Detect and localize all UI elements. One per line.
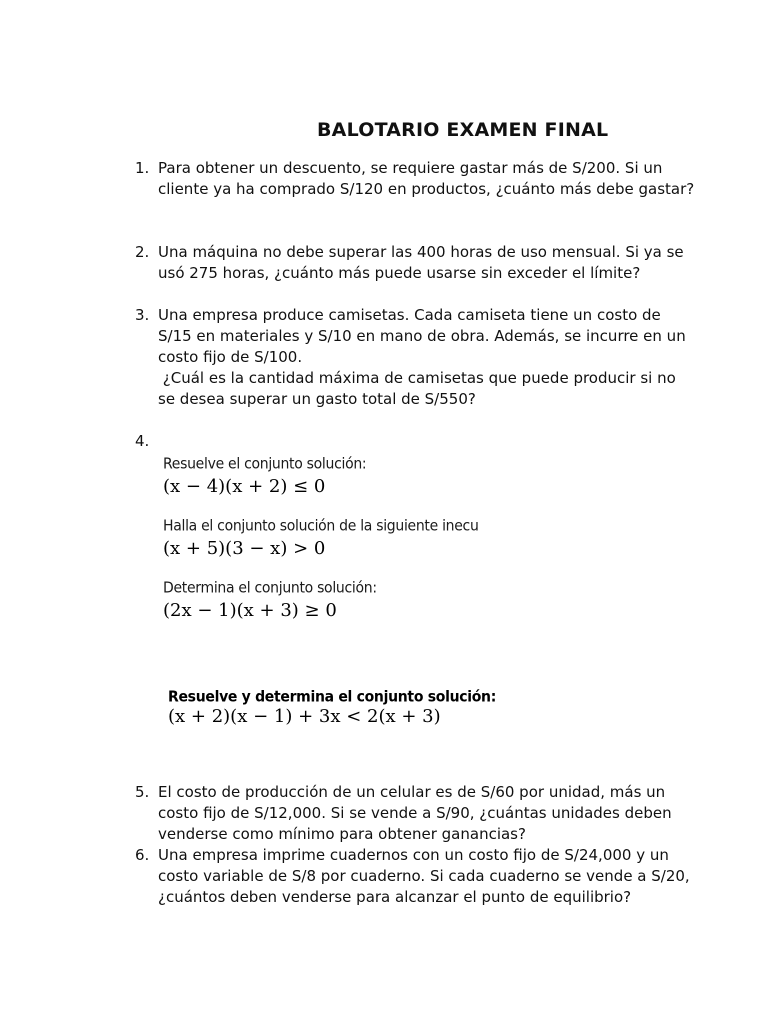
item-text: Una empresa imprime cuadernos con un costo fijo de S/24,000 y un costo variable de S/8 por cuaderno. Si cada cuaderno se vende a S/20, ¿cuántos deben venderse para alcanzar el punto de equilibrio? (158, 846, 690, 906)
math-expression: (2x − 1)(x + 3) ≥ 0 (163, 600, 337, 621)
list-item (135, 845, 700, 908)
math-exercise-label: Resuelve el conjunto solución: (163, 456, 367, 473)
math-exercise (168, 689, 496, 727)
list-item (135, 158, 695, 200)
math-exercise (163, 518, 479, 559)
list-item (135, 782, 695, 845)
math-exercise (163, 456, 366, 497)
math-exercise-label: Determina el conjunto solución: (163, 580, 377, 597)
item-number: 5. (135, 783, 150, 801)
item-number: 1. (135, 159, 150, 177)
item-number: 6. (135, 846, 150, 864)
math-expression: (x − 4)(x + 2) ≤ 0 (163, 476, 326, 497)
math-exercise (163, 580, 377, 621)
math-exercise-label: Resuelve y determina el conjunto solución: (168, 689, 497, 706)
item-text-paragraph: ¿Cuál es la cantidad máxima de camisetas que puede producir si no se desea superar un gasto total de S/550? (158, 369, 681, 408)
list-item (135, 242, 695, 284)
item-text: Para obtener un descuento, se requiere gastar más de S/200. Si un cliente ya ha comprado S/120 en productos, ¿cuánto más debe gastar? (158, 159, 695, 198)
math-expression: (x + 2)(x − 1) + 3x < 2(x + 3) (168, 706, 441, 727)
item-number: 3. (135, 306, 150, 324)
math-exercise-label: Halla el conjunto solución de la siguiente inecu (163, 518, 479, 535)
math-expression: (x + 5)(3 − x) > 0 (163, 538, 326, 559)
item-text-paragraph: Una empresa produce camisetas. Cada camiseta tiene un costo de S/15 en materiales y S/10 en mano de obra. Además, se incurre en un costo fijo de S/100. (158, 306, 686, 366)
document-title: BALOTARIO EXAMEN FINAL (317, 119, 609, 141)
item-number: 2. (135, 243, 150, 261)
item-text (158, 305, 695, 410)
item-text: El costo de producción de un celular es de S/60 por unidad, más un costo fijo de S/12,000. Si se vende a S/90, ¿cuántas unidades deben venderse como mínimo para obtener ganancias? (158, 783, 672, 843)
list-item (135, 305, 695, 410)
item-text: Una máquina no debe superar las 400 horas de uso mensual. Si ya se usó 275 horas, ¿cuánto más puede usarse sin exceder el límite? (158, 243, 684, 282)
item-number: 4. (135, 432, 150, 450)
